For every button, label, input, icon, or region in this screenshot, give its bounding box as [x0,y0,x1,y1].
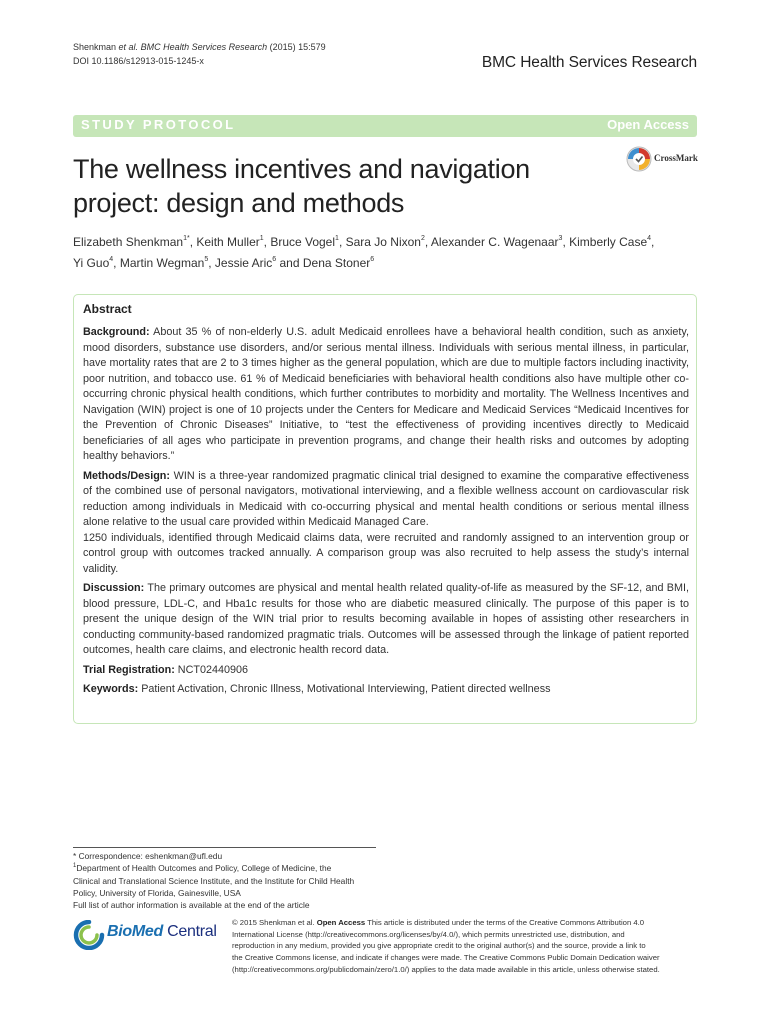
article-title [73,152,593,220]
abstract-box [73,294,697,724]
doi[interactable]: DOI 10.1186/s12913-015-1245-x [73,56,204,66]
footnotes [73,850,383,911]
license-text: © 2015 Shenkman et al. Open Access This article is distributed under the terms of the Creative Commons Attribution 4.0 International License (http://creativecommons.org/licenses/by/4.0/), which permits unrestricted use, distribution, and reproduction in any medium, provided you give appropriate credit to the original author(s) and the source, provide a link to the Creative Commons license, and indicate if changes were made. The Creative Commons Public Domain Dedication waiver (http://creativecommons.org/publicdomain/zero/1.0/) applies to the data made available in this article, unless otherwise stated. [232,918,660,974]
affiliation-line-2: Clinical and Translational Science Institute, and the Institute for Child Health [73,875,355,886]
affiliation: $^1$Department of Health Outcomes and Policy, College of Medicine, the [73,863,332,874]
abstract-discussion: Discussion: The primary outcomes are physical and mental health related quality-of-life as measured by the SF-12, and BMI, blood pressure, LDL-C, and Hba1c results for those who are diabetic measured clinically. The purpose of this paper is to present the unique design of the WIN trial prior to results becoming available in hopes of assisting other researchers in conducting community-based randomized pragmatic trials. Outcomes will be assessed through the linkage of patient reported outcomes, health care claims, and electronic health record data. [83,582,689,656]
biomed-central-logo[interactable] [73,918,223,952]
affiliation-line-3: Policy, University of Florida, Gainesville, USA [73,887,241,898]
title-line-2: project: design and methods [73,188,405,218]
author[interactable]: Bruce Vogel$^1$ [270,235,339,249]
title-line-1: The wellness incentives and navigation [73,154,530,184]
abstract-background: Background: About 35 % of non-elderly U.S. adult Medicaid enrollees have a behavioral health condition, such as anxiety, mood disorders, substance use disorders, and/or serious mental illness. Individuals with serious mental illness, in particular, have mortality rates that are 2 to 3 times higher as the general population, which are due to multiple factors including inactivity, poor nutrition, and tobacco use. 61 % of Medicaid beneficiaries with behavioral health conditions also have multiple other co-occurring chronic physical health conditions, which further contributes to morbidity and mortality. The Wellness Incentives and Navigation (WIN) project is one of 10 projects under the Centers for Medicare and Medicaid Services “Medicaid Incentives for the Prevention of Chronic Diseases” Initiative, to “test the effectiveness of providing incentives directly to Medicaid beneficiaries of all ages who participate in prevention programs, and change their health risks and outcomes by adopting healthy behaviors.” [83,326,689,462]
open-access-label[interactable]: Open Access [607,117,689,132]
citation-authors: Shenkman [73,42,117,52]
author-info-note: Full list of author information is available at the end of the article [73,900,310,911]
citation-etal: et al. [118,42,139,52]
abstract-content [83,301,689,702]
author[interactable]: Yi Guo$^4$ [73,256,114,270]
citation-line [73,40,326,54]
article-type-banner [73,115,697,137]
citation-volume: (2015) 15:579 [269,42,326,52]
crossmark-label: CrossMark [654,153,698,163]
abstract-methods: Methods/Design: WIN is a three-year randomized pragmatic clinical trial designed to examine the comparative effectiveness of the combined use of personal navigators, motivational interviewing, and a flexible wellness account on cardiovascular risk reduction among individuals in Medicaid with co-occurring physical and mental health conditions or serious mental illness alone relative to the usual care provided within Medicaid Managed Care. 1250 individuals, identified through Medicaid claims data, were recruited and randomly assigned to an intervention group or control group with outcomes tracked annually. A comparison group was also recruited to help assess the study’s internal validity. [83,469,690,575]
crossmark-badge[interactable] [626,146,702,172]
biomed-central-logo-icon [73,920,105,950]
author[interactable]: Sara Jo Nixon$^2$ [345,235,425,249]
journal-name: BMC Health Services Research [481,54,697,71]
author[interactable]: Elizabeth Shenkman$^{1*}$ [73,235,190,249]
logo-wordmark: BioMed Central [107,923,217,940]
citation-journal: BMC Health Services Research [140,42,268,52]
article-type-label: STUDY PROTOCOL [81,117,236,132]
correspondence[interactable]: * Correspondence: eshenkman@ufl.edu [73,851,223,861]
author[interactable]: Kimberly Case$^4$ [569,235,652,249]
abstract-keywords: Keywords: Patient Activation, Chronic Illness, Motivational Interviewing, Patient directed wellness [83,683,551,695]
crossmark-icon [626,146,652,172]
abstract-trial-registration: Trial Registration: NCT02440906 [83,663,249,676]
citation-block [73,40,326,68]
abstract-heading: Abstract [83,302,132,316]
author[interactable]: Dena Stoner$^6$ [302,256,375,270]
author[interactable]: Martin Wegman$^5$ [119,256,209,270]
footnote-divider [73,847,376,848]
author-list: Elizabeth Shenkman$^{1*}$, Keith Muller$^1$, Bruce Vogel$^1$, Sara Jo Nixon$^2$, Alexander C. Wagenaar$^3$, Kimberly Case$^4$, Yi Guo$^4$, Martin Wegman$^5$, Jessie Aric$^6$ and Dena Stoner$^6$ [73,235,655,270]
author[interactable]: Alexander C. Wagenaar$^3$ [430,235,563,249]
author[interactable]: Keith Muller$^1$ [196,235,264,249]
author[interactable]: Jessie Aric$^6$ [214,256,277,270]
